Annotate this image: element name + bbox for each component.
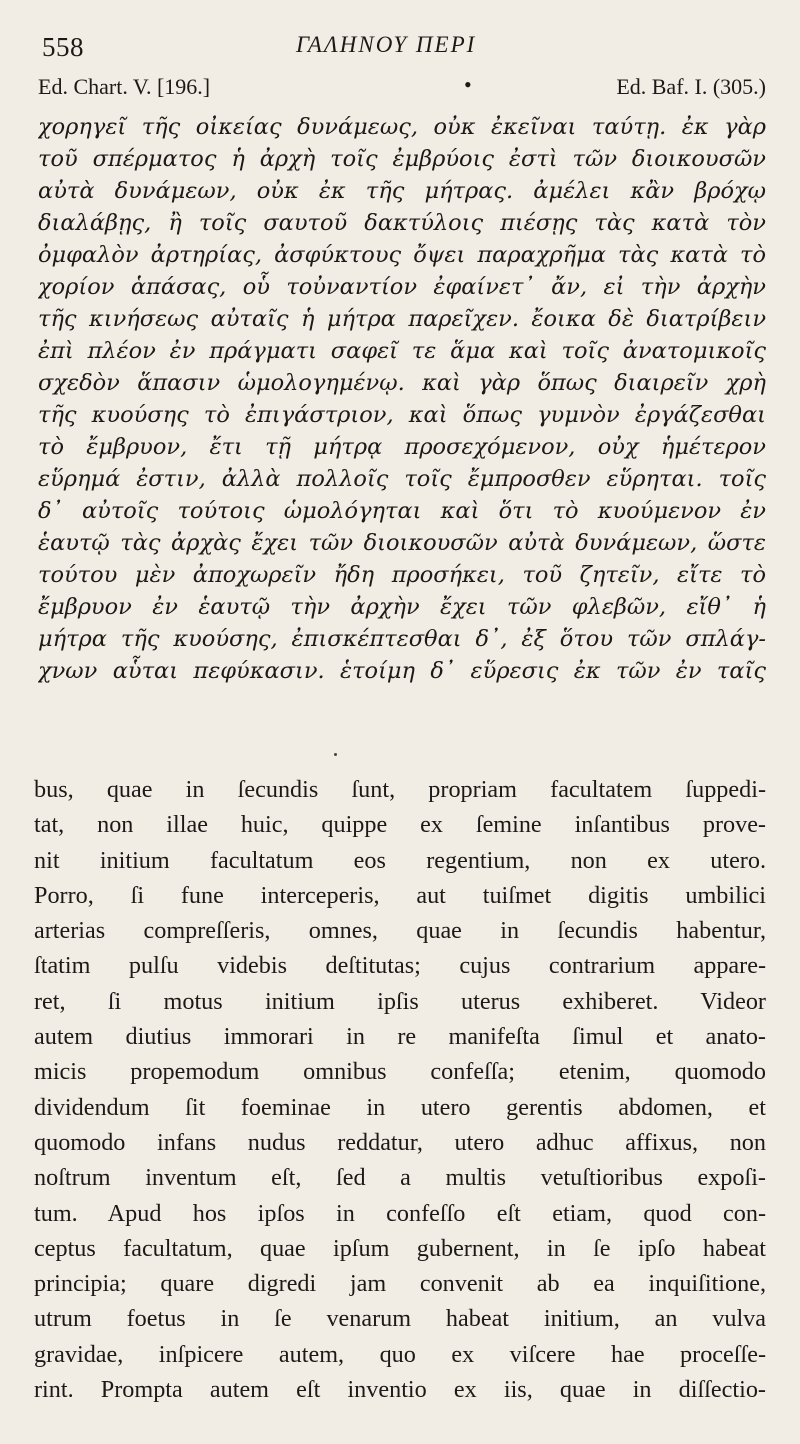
latin-text-block bbox=[34, 772, 766, 1407]
edition-separator-mark: • bbox=[464, 72, 472, 97]
greek-text-line: μήτρα τῆς κυούσης, ἐπισκέπτεσθαι δ᾽, ἐξ ὅτου τῶν σπλάγ- bbox=[38, 626, 766, 652]
latin-text-line: noſtrum inventum eſt, ſed a multis vetuſtioribus expoſi- bbox=[34, 1164, 766, 1192]
greek-text-line: ἑαυτῷ τὰς ἀρχὰς ἔχει τῶν διοικουσῶν αὐτὰ δυνάμεων, ὥστε bbox=[38, 530, 766, 556]
greek-text-line: εὕρημά ἐστιν, ἀλλὰ πολλοῖς τοῖς ἔμπροσθεν εὕρηται. τοῖς bbox=[38, 466, 766, 492]
greek-text-line: τούτου μὲν ἀποχωρεῖν ἤδη προσήκει, τοῦ ζητεῖν, εἴτε τὸ bbox=[38, 562, 766, 588]
latin-text-line: micis propemodum omnibus confeſſa; etenim, quomodo bbox=[34, 1058, 766, 1086]
greek-text-line: δ᾽ αὐτοῖς τούτοις ὡμολόγηται καὶ ὅτι τὸ κυούμενον ἐν bbox=[38, 498, 766, 524]
greek-text-line: τοῦ σπέρματος ἡ ἀρχὴ τοῖς ἐμβρύοις ἐστὶ τῶν διοικουσῶν bbox=[38, 146, 766, 172]
section-divider-dot bbox=[334, 753, 337, 756]
latin-text-line: bus, quae in ſecundis ſunt, propriam facultatem ſuppedi- bbox=[34, 776, 766, 803]
latin-text-line: dividendum ſit foeminae in utero gerentis abdomen, et bbox=[34, 1093, 766, 1121]
latin-text-line: utrum foetus in ſe venarum habeat initium, an vulva bbox=[34, 1305, 766, 1333]
edition-reference-line bbox=[38, 74, 766, 104]
greek-text-line: τὸ ἔμβρυον, ἔτι τῇ μήτρᾳ προσεχόμενον, οὐχ ἡμέτερον bbox=[38, 434, 766, 460]
greek-text-line: ἐπὶ πλέον ἐν πράγματι σαφεῖ τε ἅμα καὶ τοῖς ἀνατομικοῖς bbox=[38, 338, 766, 364]
greek-text-line: διαλάβῃς, ἢ τοῖς σαυτοῦ δακτύλοις πιέσῃς τὰς κατὰ τὸν bbox=[38, 210, 766, 236]
greek-text-line: χορηγεῖ τῆς οἰκείας δυνάμεως, οὐκ ἐκεῖναι ταύτῃ. ἐκ γὰρ bbox=[38, 114, 766, 140]
greek-text-line: χνων αὗται πεφύκασιν. ἑτοίμη δ᾽ εὕρεσις ἐκ τῶν ἐν ταῖς bbox=[38, 658, 766, 684]
running-head bbox=[38, 30, 768, 64]
greek-text-line: ἔμβρυον ἐν ἑαυτῷ τὴν ἀρχὴν ἔχει τῶν φλεβῶν, εἴθ᾽ ἡ bbox=[38, 594, 766, 620]
greek-text-line: χορίον ἁπάσας, οὗ τοὐναντίον ἐφαίνετ᾽ ἄν, εἰ τὴν ἀρχὴν bbox=[38, 274, 766, 300]
latin-text-line: gravidae, inſpicere autem, quo ex viſcere hae proceſſe- bbox=[34, 1340, 766, 1368]
greek-text-line: τῆς κινήσεως αὐταῖς ἡ μήτρα παρεῖχεν. ἔοικα δὲ διατρίβειν bbox=[38, 306, 766, 332]
page-number: 558 bbox=[42, 32, 84, 62]
latin-text-line: quomodo infans nudus reddatur, utero adhuc affixus, non bbox=[34, 1128, 766, 1156]
latin-text-line: arterias compreſſeris, omnes, quae in ſecundis habentur, bbox=[34, 917, 766, 945]
latin-text-line: ſtatim pulſu videbis deſtitutas; cujus contrarium appare- bbox=[34, 952, 766, 980]
greek-text-line: σχεδὸν ἅπασιν ὡμολογημένῳ. καὶ γὰρ ὅπως διαιρεῖν χρὴ bbox=[38, 370, 766, 396]
greek-text-line: ὀμφαλὸν ἀρτηρίας, ἀσφύκτους ὄψει παραχρῆμα τὰς κατὰ τὸ bbox=[38, 242, 766, 268]
latin-text-line: principia; quare digredi jam convenit ab ea inquiſitione, bbox=[34, 1270, 766, 1298]
latin-text-line: rint. Prompta autem eſt inventio ex iis, quae in diſſectio- bbox=[34, 1376, 766, 1404]
edition-chartier-reference: Ed. Chart. V. [196.] bbox=[38, 74, 211, 99]
greek-text-line: αὐτὰ δυνάμεων, οὐκ ἐκ τῆς μήτρας. ἀμέλει κἂν βρόχῳ bbox=[38, 178, 766, 204]
latin-text-line: ceptus facultatum, quae ipſum gubernent, in ſe ipſo habeat bbox=[34, 1234, 766, 1262]
latin-text-line: tat, non illae huic, quippe ex ſemine inſantibus prove- bbox=[34, 811, 766, 839]
greek-text-block bbox=[38, 111, 766, 687]
latin-text-line: autem diutius immorari in re manifeſta ſimul et anato- bbox=[34, 1023, 766, 1051]
greek-text-line: τῆς κυούσης τὸ ἐπιγάστριον, καὶ ὅπως γυμνὸν ἐργάζεσθαι bbox=[38, 402, 766, 428]
latin-text-line: nit initium facultatum eos regentium, non ex utero. bbox=[34, 846, 766, 874]
latin-text-line: tum. Apud hos ipſos in confeſſo eſt etiam, quod con- bbox=[34, 1199, 766, 1227]
latin-text-line: ret, ſi motus initium ipſis uterus exhiberet. Videor bbox=[34, 987, 766, 1015]
latin-text-line: Porro, ſi fune interceperis, aut tuiſmet digitis umbilici bbox=[34, 881, 766, 909]
running-title: ΓΑΛΗΝΟΥ ΠΕΡΙ bbox=[296, 32, 477, 57]
edition-basel-reference: Ed. Baf. I. (305.) bbox=[616, 74, 766, 99]
